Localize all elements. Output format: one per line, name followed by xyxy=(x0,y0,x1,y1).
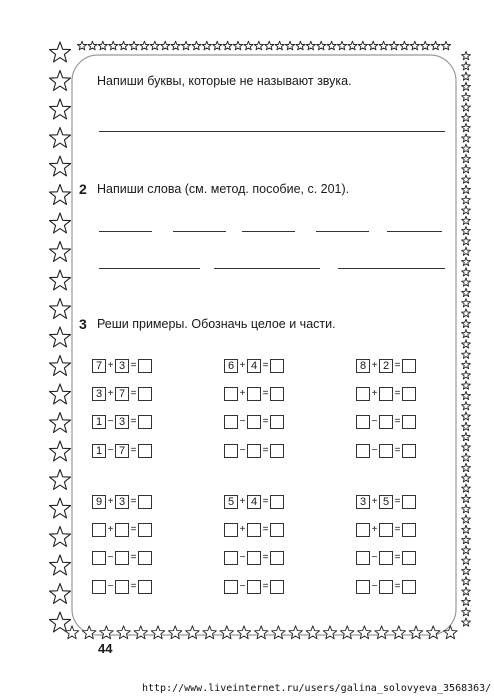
star-icon xyxy=(50,242,71,262)
answer-box[interactable] xyxy=(402,495,416,509)
exercise-row xyxy=(356,494,416,510)
answer-box[interactable] xyxy=(270,580,284,594)
exercise-row xyxy=(356,358,416,374)
star-icon xyxy=(50,555,71,575)
star-icon xyxy=(50,99,71,119)
plus-sign: + xyxy=(239,524,246,536)
plus-sign: + xyxy=(239,388,246,400)
star-icon xyxy=(462,515,471,523)
star-icon xyxy=(254,626,268,639)
answer-box[interactable] xyxy=(138,523,152,537)
star-icon xyxy=(462,103,471,111)
minus-sign: − xyxy=(107,552,114,564)
answer-box[interactable] xyxy=(138,387,152,401)
star-icon xyxy=(358,626,372,639)
star-icon xyxy=(462,577,471,585)
star-icon xyxy=(171,41,180,50)
star-icon xyxy=(462,165,471,173)
star-icon xyxy=(50,356,71,376)
exercise-row xyxy=(224,522,284,538)
operand-box[interactable] xyxy=(115,523,129,537)
answer-box[interactable] xyxy=(138,580,152,594)
star-icon xyxy=(186,626,200,639)
star-icon xyxy=(462,144,471,152)
equals-sign: = xyxy=(394,444,401,456)
minus-sign: − xyxy=(107,416,114,428)
task-2-answer-line[interactable] xyxy=(99,268,200,269)
operand-box[interactable] xyxy=(115,580,129,594)
star-icon xyxy=(220,626,234,639)
operand-box: 3 xyxy=(92,387,106,401)
answer-box[interactable] xyxy=(138,359,152,373)
operand-box[interactable] xyxy=(224,523,238,537)
task-3-number: 3 xyxy=(79,316,87,332)
minus-sign: − xyxy=(239,416,246,428)
star-icon xyxy=(50,413,71,433)
plus-sign: + xyxy=(239,496,246,507)
star-icon xyxy=(462,350,471,358)
operand-box[interactable] xyxy=(356,580,370,594)
star-icon xyxy=(462,216,471,224)
equals-sign: = xyxy=(262,388,269,400)
equals-sign: = xyxy=(394,580,401,592)
star-icon xyxy=(462,525,471,533)
star-icon xyxy=(462,391,471,399)
plus-sign: + xyxy=(371,388,378,400)
exercise-row xyxy=(356,522,416,538)
star-icon xyxy=(254,41,263,50)
star-icon xyxy=(462,72,471,80)
star-icon xyxy=(244,41,253,50)
operand-box: 4 xyxy=(247,495,261,509)
answer-box[interactable] xyxy=(270,387,284,401)
star-icon xyxy=(392,626,406,639)
star-icon xyxy=(462,51,471,59)
equals-sign: = xyxy=(262,552,269,564)
operand-box[interactable] xyxy=(92,551,106,565)
equals-sign: = xyxy=(130,524,137,536)
task-1-instruction: Напиши буквы, которые не называют звука. xyxy=(97,74,352,88)
star-icon xyxy=(462,505,471,513)
minus-sign: − xyxy=(371,444,378,456)
star-icon xyxy=(50,612,71,632)
star-icon xyxy=(462,433,471,441)
minus-sign: − xyxy=(371,416,378,428)
star-icon xyxy=(119,41,128,50)
star-icon xyxy=(306,41,315,50)
star-icon xyxy=(50,527,71,547)
task-3-instruction: Реши примеры. Обозначь целое и части. xyxy=(97,317,336,331)
answer-box[interactable] xyxy=(138,444,152,458)
star-icon xyxy=(223,41,232,50)
star-icon xyxy=(50,156,71,176)
operand-box: 3 xyxy=(115,359,129,373)
equals-sign: = xyxy=(394,388,401,400)
plus-sign: + xyxy=(239,360,246,371)
task-2-answer-line[interactable] xyxy=(242,231,295,232)
exercise-row xyxy=(356,550,416,566)
operand-box: 7 xyxy=(115,387,129,401)
exercise-row xyxy=(92,414,152,430)
operand-box: 4 xyxy=(247,359,261,373)
equals-sign: = xyxy=(130,552,137,564)
star-icon xyxy=(50,584,71,604)
answer-box[interactable] xyxy=(270,415,284,429)
star-icon xyxy=(462,463,471,471)
star-icon xyxy=(462,381,471,389)
equals-sign: = xyxy=(130,496,137,507)
equals-sign: = xyxy=(394,416,401,428)
operand-box[interactable] xyxy=(247,387,261,401)
star-icon xyxy=(421,41,430,50)
star-icon xyxy=(462,154,471,162)
answer-box[interactable] xyxy=(270,523,284,537)
star-icon xyxy=(462,360,471,368)
minus-sign: − xyxy=(239,552,246,564)
star-icon xyxy=(358,41,367,50)
task-2-number: 2 xyxy=(79,181,87,197)
exercise-row xyxy=(224,443,284,459)
answer-box[interactable] xyxy=(402,580,416,594)
equals-sign: = xyxy=(130,360,137,371)
star-icon xyxy=(462,309,471,317)
star-icon xyxy=(462,422,471,430)
task-2-instruction: Напиши слова (см. метод. пособие, с. 201). xyxy=(97,182,350,196)
answer-box[interactable] xyxy=(402,551,416,565)
star-icon xyxy=(181,41,190,50)
task-2-answer-line[interactable] xyxy=(99,231,152,232)
minus-sign: − xyxy=(239,444,246,456)
star-icon xyxy=(161,41,170,50)
operand-box[interactable] xyxy=(224,444,238,458)
star-icon xyxy=(275,41,284,50)
operand-box[interactable] xyxy=(379,551,393,565)
star-icon xyxy=(462,319,471,327)
exercise-row xyxy=(92,358,152,374)
exercise-row xyxy=(92,494,152,510)
star-icon xyxy=(50,299,71,319)
star-icon xyxy=(77,41,86,50)
operand-box: 3 xyxy=(356,495,370,509)
answer-box[interactable] xyxy=(270,444,284,458)
plus-sign: + xyxy=(107,524,114,536)
answer-box[interactable] xyxy=(402,387,416,401)
star-icon xyxy=(462,556,471,564)
operand-box[interactable] xyxy=(247,415,261,429)
star-icon xyxy=(265,41,274,50)
equals-sign: = xyxy=(394,360,401,371)
star-icon xyxy=(168,626,182,639)
operand-box: 2 xyxy=(379,359,393,373)
answer-box[interactable] xyxy=(402,415,416,429)
operand-box[interactable] xyxy=(379,444,393,458)
equals-sign: = xyxy=(262,416,269,428)
star-icon xyxy=(369,41,378,50)
equals-sign: = xyxy=(130,416,137,428)
plus-sign: + xyxy=(107,360,114,371)
star-icon xyxy=(340,626,354,639)
exercise-row xyxy=(356,443,416,459)
page-number: 44 xyxy=(98,641,113,656)
minus-sign: − xyxy=(107,444,114,456)
equals-sign: = xyxy=(394,496,401,507)
star-icon xyxy=(462,453,471,461)
operand-box[interactable] xyxy=(92,580,106,594)
operand-box[interactable] xyxy=(224,415,238,429)
star-icon xyxy=(289,626,303,639)
exercise-row xyxy=(92,550,152,566)
task-1-answer-line[interactable] xyxy=(99,131,445,132)
operand-box: 3 xyxy=(115,495,129,509)
star-icon xyxy=(462,330,471,338)
star-icon xyxy=(462,175,471,183)
star-icon xyxy=(379,41,388,50)
operand-box[interactable] xyxy=(356,387,370,401)
star-icon xyxy=(306,626,320,639)
operand-box: 8 xyxy=(356,359,370,373)
equals-sign: = xyxy=(262,524,269,536)
task-2-answer-line[interactable] xyxy=(338,268,445,269)
star-icon xyxy=(462,257,471,265)
operand-box[interactable] xyxy=(247,444,261,458)
exercise-row xyxy=(92,579,152,595)
star-icon xyxy=(233,41,242,50)
star-icon xyxy=(50,270,71,290)
star-icon xyxy=(462,124,471,132)
equals-sign: = xyxy=(394,552,401,564)
star-icon xyxy=(431,41,440,50)
exercise-row xyxy=(92,522,152,538)
plus-sign: + xyxy=(371,496,378,507)
star-icon xyxy=(444,626,458,639)
operand-box[interactable] xyxy=(379,580,393,594)
exercise-row xyxy=(224,386,284,402)
task-2-answer-line[interactable] xyxy=(173,231,226,232)
star-icon xyxy=(462,412,471,420)
star-icon xyxy=(88,41,97,50)
star-icon xyxy=(50,441,71,461)
operand-box[interactable] xyxy=(379,415,393,429)
equals-sign: = xyxy=(262,444,269,456)
star-icon xyxy=(100,626,114,639)
star-icon xyxy=(117,626,131,639)
answer-box[interactable] xyxy=(270,551,284,565)
star-icon xyxy=(327,41,336,50)
footer-url[interactable]: http://www.liveinternet.ru/users/galina_solovyeva_3568363/ xyxy=(142,683,492,694)
operand-box[interactable] xyxy=(224,580,238,594)
star-icon xyxy=(426,626,440,639)
star-icon xyxy=(317,41,326,50)
star-icon xyxy=(50,384,71,404)
exercise-row xyxy=(224,358,284,374)
exercise-row xyxy=(92,443,152,459)
operand-box[interactable] xyxy=(247,551,261,565)
answer-box[interactable] xyxy=(270,495,284,509)
operand-box: 7 xyxy=(92,359,106,373)
star-icon xyxy=(50,213,71,233)
star-icon xyxy=(462,278,471,286)
minus-sign: − xyxy=(239,580,246,592)
operand-box[interactable] xyxy=(379,387,393,401)
operand-box: 7 xyxy=(115,444,129,458)
star-icon xyxy=(50,128,71,148)
star-icon xyxy=(129,41,138,50)
equals-sign: = xyxy=(262,580,269,592)
operand-box[interactable] xyxy=(356,444,370,458)
operand-box: 9 xyxy=(92,495,106,509)
star-icon xyxy=(203,626,217,639)
operand-box[interactable] xyxy=(115,551,129,565)
equals-sign: = xyxy=(130,444,137,456)
star-icon xyxy=(462,474,471,482)
star-icon xyxy=(389,41,398,50)
star-icon xyxy=(462,288,471,296)
operand-box[interactable] xyxy=(356,415,370,429)
operand-box[interactable] xyxy=(356,551,370,565)
star-icon xyxy=(134,626,148,639)
answer-box[interactable] xyxy=(402,359,416,373)
equals-sign: = xyxy=(130,580,137,592)
star-icon xyxy=(50,470,71,490)
star-icon xyxy=(50,327,71,347)
exercise-row xyxy=(224,579,284,595)
minus-sign: − xyxy=(107,580,114,592)
star-icon xyxy=(109,41,118,50)
operand-box[interactable] xyxy=(247,580,261,594)
exercise-row xyxy=(224,414,284,430)
star-icon xyxy=(462,597,471,605)
answer-box[interactable] xyxy=(402,523,416,537)
star-icon xyxy=(462,93,471,101)
star-icon xyxy=(462,134,471,142)
exercise-row xyxy=(356,386,416,402)
equals-sign: = xyxy=(394,524,401,536)
equals-sign: = xyxy=(130,388,137,400)
star-icon xyxy=(462,185,471,193)
operand-box[interactable] xyxy=(247,523,261,537)
answer-box[interactable] xyxy=(270,359,284,373)
minus-sign: − xyxy=(371,552,378,564)
star-icon xyxy=(50,498,71,518)
star-icon xyxy=(462,82,471,90)
star-icon xyxy=(462,618,471,626)
page-border-outline xyxy=(72,55,456,635)
task-2-answer-line[interactable] xyxy=(316,231,369,232)
operand-box[interactable] xyxy=(356,523,370,537)
star-icon xyxy=(50,185,71,205)
operand-box: 5 xyxy=(224,495,238,509)
star-icon xyxy=(140,41,149,50)
star-icon xyxy=(337,41,346,50)
star-icon xyxy=(98,41,107,50)
operand-box: 5 xyxy=(379,495,393,509)
operand-box: 3 xyxy=(115,415,129,429)
operand-box: 1 xyxy=(92,415,106,429)
star-icon xyxy=(462,206,471,214)
plus-sign: + xyxy=(107,496,114,507)
exercise-row xyxy=(356,579,416,595)
star-icon xyxy=(462,371,471,379)
equals-sign: = xyxy=(262,360,269,371)
star-icon xyxy=(192,41,201,50)
answer-box[interactable] xyxy=(138,495,152,509)
star-icon xyxy=(462,494,471,502)
answer-box[interactable] xyxy=(138,551,152,565)
plus-sign: + xyxy=(107,388,114,400)
star-icon xyxy=(462,484,471,492)
star-icon xyxy=(462,546,471,554)
star-icon xyxy=(272,626,286,639)
star-icon xyxy=(82,626,96,639)
star-icon xyxy=(400,41,409,50)
star-icon xyxy=(296,41,305,50)
star-icon xyxy=(410,41,419,50)
exercise-row xyxy=(224,550,284,566)
star-icon xyxy=(462,443,471,451)
star-icon xyxy=(462,536,471,544)
task-2-answer-line[interactable] xyxy=(214,268,320,269)
star-icon xyxy=(462,608,471,616)
star-icon xyxy=(441,41,450,50)
operand-box[interactable] xyxy=(379,523,393,537)
star-icon xyxy=(462,268,471,276)
exercise-row xyxy=(92,386,152,402)
star-icon xyxy=(323,626,337,639)
star-icon xyxy=(285,41,294,50)
star-icon xyxy=(462,227,471,235)
star-icon xyxy=(151,626,165,639)
minus-sign: − xyxy=(371,580,378,592)
star-icon xyxy=(462,196,471,204)
star-icon xyxy=(462,299,471,307)
star-icon xyxy=(409,626,423,639)
star-icon xyxy=(237,626,251,639)
star-icon xyxy=(213,41,222,50)
operand-box[interactable] xyxy=(224,551,238,565)
star-icon xyxy=(375,626,389,639)
answer-box[interactable] xyxy=(402,444,416,458)
star-icon xyxy=(462,237,471,245)
operand-box: 6 xyxy=(224,359,238,373)
star-icon xyxy=(462,402,471,410)
star-icon xyxy=(462,340,471,348)
star-icon xyxy=(462,113,471,121)
operand-box: 1 xyxy=(92,444,106,458)
exercise-row xyxy=(224,494,284,510)
operand-box[interactable] xyxy=(92,523,106,537)
operand-box[interactable] xyxy=(224,387,238,401)
star-icon xyxy=(348,41,357,50)
star-icon xyxy=(50,71,71,91)
star-icon xyxy=(202,41,211,50)
star-icon xyxy=(462,566,471,574)
task-2-answer-line[interactable] xyxy=(387,231,442,232)
star-icon xyxy=(50,42,71,62)
star-icon xyxy=(65,626,79,639)
plus-sign: + xyxy=(371,524,378,536)
star-icon xyxy=(462,62,471,70)
plus-sign: + xyxy=(371,360,378,371)
answer-box[interactable] xyxy=(138,415,152,429)
star-icon xyxy=(462,247,471,255)
star-icon xyxy=(150,41,159,50)
equals-sign: = xyxy=(262,496,269,507)
star-icon xyxy=(462,587,471,595)
exercise-row xyxy=(356,414,416,430)
